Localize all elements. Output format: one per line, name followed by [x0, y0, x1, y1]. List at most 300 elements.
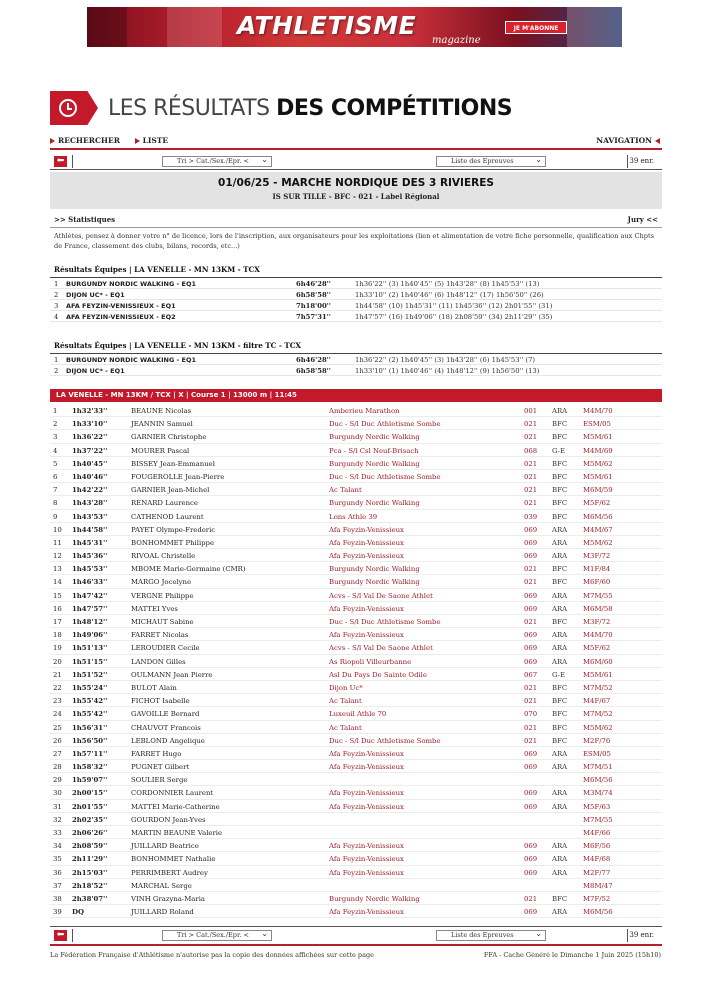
team-time: 7h57'31''	[296, 313, 331, 321]
department: 069	[524, 763, 538, 772]
club-name[interactable]: Duc - S/l Duc Athletisme Sombe	[329, 472, 441, 481]
result-rank: 38	[53, 894, 62, 903]
club-name[interactable]: Burgundy Nordic Walking	[329, 578, 420, 587]
club-name[interactable]: Acvs - S/l Val De Saone Athlet	[329, 644, 433, 653]
club-name[interactable]: As Riopoli Villeurbanne	[329, 657, 412, 666]
result-rank: 1	[53, 407, 58, 415]
club-name[interactable]: Dijon Uc*	[329, 683, 363, 692]
department: 069	[524, 604, 538, 613]
result-row	[50, 905, 662, 918]
results-table	[50, 404, 662, 918]
result-time: 2h00'15''	[72, 789, 108, 798]
result-time: 2h11'29''	[72, 855, 108, 864]
team-time: 6h46'28''	[296, 280, 331, 288]
club-name[interactable]: Acvs - S/l Val De Saone Athlet	[329, 591, 433, 600]
department: 021	[524, 472, 538, 481]
top-nav	[50, 136, 662, 145]
category: M5M/61	[583, 433, 613, 442]
result-row	[50, 760, 662, 773]
department: 039	[524, 512, 538, 521]
team-name[interactable]: BURGUNDY NORDIC WALKING - EQ1	[66, 280, 196, 288]
team-row	[50, 300, 662, 311]
result-time: 1h56'31''	[72, 723, 108, 732]
result-row	[50, 668, 662, 681]
result-rank: 23	[53, 697, 62, 706]
result-time: 1h47'57''	[72, 604, 108, 613]
result-rank: 7	[53, 486, 58, 495]
team-results-title: Résultats Équipes | LA VENELLE - MN 13KM - TCX	[54, 265, 260, 274]
banner-logo: ATHLETISME	[237, 11, 417, 40]
athlete-name[interactable]: GARNIER Christophe	[131, 433, 207, 442]
clock-icon	[50, 91, 98, 125]
team-row	[50, 289, 662, 300]
back-arrow-icon[interactable]: ⬅	[54, 156, 67, 167]
team-detail: 1h33'10'' (2) 1h40'46'' (6) 1h48'12'' (17) 1h56'50'' (26)	[355, 291, 544, 299]
result-rank: 20	[53, 657, 62, 666]
category: M1F/84	[583, 565, 611, 574]
result-rank: 24	[53, 710, 62, 719]
result-row	[50, 813, 662, 826]
league: BFC	[552, 420, 568, 429]
category: ESM/05	[583, 749, 611, 758]
league: ARA	[552, 407, 568, 415]
athlete-name[interactable]: FOUGEROLLE Jean-Pierre	[131, 472, 225, 481]
category: M7M/55	[583, 591, 613, 600]
league: ARA	[552, 538, 568, 547]
result-rank: 22	[53, 683, 62, 692]
result-row	[50, 866, 662, 879]
league: ARA	[552, 908, 568, 917]
result-time: 2h18'52''	[72, 881, 108, 890]
back-arrow-icon[interactable]: ⬅	[54, 930, 67, 941]
club-name[interactable]: Amberieu Marathon	[329, 407, 400, 415]
result-time: 1h44'58''	[72, 525, 108, 534]
result-time: 1h51'15''	[72, 657, 108, 666]
result-time: 1h59'07''	[72, 776, 108, 785]
category: M5F/62	[583, 644, 611, 653]
league: ARA	[552, 644, 568, 653]
league: ARA	[552, 855, 568, 864]
triangle-right-icon	[135, 138, 140, 144]
club-name[interactable]: Burgundy Nordic Walking	[329, 894, 420, 903]
athlete-name[interactable]: LEROUDIER Cecile	[131, 644, 200, 653]
department: 021	[524, 565, 538, 574]
result-row	[50, 694, 662, 707]
athlete-name[interactable]: BEAUNE Nicolas	[131, 407, 192, 415]
team-time: 6h58'58''	[296, 291, 331, 299]
league: ARA	[552, 842, 568, 851]
athlete-name[interactable]: PERRIMBERT Audrey	[131, 868, 208, 877]
category: M4F/67	[583, 697, 611, 706]
department: 021	[524, 499, 538, 508]
club-name[interactable]: Afa Feyzin-Venissieux	[329, 538, 404, 547]
result-time: 1h36'22''	[72, 433, 108, 442]
result-row	[50, 773, 662, 786]
category: M3F/72	[583, 552, 611, 561]
team-name[interactable]: DIJON UC* - EQ1	[66, 367, 125, 375]
club-name[interactable]: Afa Feyzin-Venissieux	[329, 604, 404, 613]
club-name[interactable]: Burgundy Nordic Walking	[329, 459, 420, 468]
club-name[interactable]: Duc - S/l Duc Athletisme Sombe	[329, 736, 441, 745]
athlete-name[interactable]: GAVOILLE Bernard	[131, 710, 200, 719]
club-name[interactable]: Afa Feyzin-Venissieux	[329, 552, 404, 561]
result-rank: 13	[53, 565, 62, 574]
result-row	[50, 641, 662, 654]
divider	[50, 944, 662, 946]
team-name[interactable]: DIJON UC* - EQ1	[66, 291, 125, 299]
athlete-name[interactable]: MOURER Pascal	[131, 446, 190, 455]
athlete-name[interactable]: MBOME Marie-Germaine (CMR)	[131, 565, 246, 574]
department: 069	[524, 631, 538, 640]
club-name[interactable]: Lons Athle 39	[329, 512, 378, 521]
department: 069	[524, 525, 538, 534]
athlete-name[interactable]: PAYET Olympe-Frederic	[131, 525, 216, 534]
result-row	[50, 879, 662, 892]
result-rank: 16	[53, 604, 62, 613]
result-time: 1h45'36''	[72, 552, 108, 561]
category: M2F/77	[583, 868, 611, 877]
athlete-name[interactable]: VINH Grazyna-Maria	[131, 894, 206, 903]
competition-subtitle: IS SUR TILLE - BFC - 021 - Label Régional	[272, 192, 440, 201]
league: ARA	[552, 591, 568, 600]
result-rank: 11	[53, 538, 62, 547]
page-title-light: LES RÉSULTATS	[108, 95, 270, 121]
triangle-right-icon	[50, 138, 55, 144]
club-name[interactable]: Burgundy Nordic Walking	[329, 499, 420, 508]
league: ARA	[552, 657, 568, 666]
athlete-name[interactable]: CATHENOD Laurent	[131, 512, 204, 521]
department: 069	[524, 908, 538, 917]
result-time: 1h43'28''	[72, 499, 108, 508]
result-rank: 18	[53, 631, 62, 640]
result-rank: 29	[53, 776, 62, 785]
department: 069	[524, 657, 538, 666]
league: BFC	[552, 683, 568, 692]
club-name[interactable]: Afa Feyzin-Venissieux	[329, 749, 404, 758]
result-rank: 35	[53, 855, 62, 864]
category: M3F/72	[583, 618, 611, 626]
result-row	[50, 430, 662, 443]
team-detail: 1h36'22'' (3) 1h40'45'' (5) 1h43'28'' (8) 1h45'53'' (13)	[355, 280, 540, 288]
result-row	[50, 404, 662, 417]
athlete-name[interactable]: FICHOT Isabelle	[131, 697, 190, 706]
team-rank: 4	[54, 313, 59, 321]
club-name[interactable]: Afa Feyzin-Venissieux	[329, 763, 404, 772]
record-count: 39 enr.	[629, 157, 654, 165]
result-rank: 39	[53, 908, 62, 917]
result-row	[50, 747, 662, 760]
league: BFC	[552, 578, 568, 587]
athlete-name[interactable]: FARRET Hugo	[131, 749, 182, 758]
club-name[interactable]: Ac Talant	[329, 486, 362, 495]
league: BFC	[552, 512, 568, 521]
club-name[interactable]: Luxeuil Athle 70	[329, 710, 387, 719]
category: M7M/55	[583, 815, 613, 824]
athlete-name[interactable]: MARTIN BEAUNE Valerie	[131, 829, 223, 837]
category: M7M/52	[583, 683, 613, 692]
league: ARA	[552, 763, 568, 772]
result-rank: 8	[53, 499, 58, 508]
magazine-banner[interactable]	[87, 7, 622, 47]
result-time: 1h51'52''	[72, 670, 108, 679]
jury-link[interactable]: Jury <<	[627, 215, 658, 224]
team-results-filtered-table	[50, 353, 662, 376]
department: 069	[524, 591, 538, 600]
club-name[interactable]: Duc - S/l Duc Athletisme Sombe	[329, 420, 441, 429]
team-rank: 2	[54, 291, 59, 299]
athlete-name[interactable]: RIVOAL Christelle	[131, 552, 196, 561]
league: ARA	[552, 631, 568, 640]
stats-link[interactable]: >> Statistiques	[54, 215, 116, 224]
result-time: 2h01'55''	[72, 802, 108, 811]
league: G-E	[552, 446, 565, 455]
team-name[interactable]: AFA FEYZIN-VENISSIEUX - EQ2	[66, 313, 176, 321]
department: 069	[524, 749, 538, 758]
competition-header	[50, 172, 662, 209]
list-link[interactable]: LISTE	[135, 136, 169, 145]
athlete-name[interactable]: VERGNE Philippe	[131, 591, 194, 600]
navigation-link[interactable]: NAVIGATION	[596, 136, 660, 145]
department: 021	[524, 433, 538, 442]
department: 021	[524, 459, 538, 468]
athlete-name[interactable]: RENARD Laurence	[131, 499, 198, 508]
result-rank: 31	[53, 802, 62, 811]
search-link[interactable]: RECHERCHER	[50, 136, 120, 145]
athlete-name[interactable]: CHAUVOT Francois	[131, 723, 201, 732]
result-row	[50, 602, 662, 615]
club-name[interactable]: Pca - S/l Csl Neuf-Brisach	[329, 446, 419, 455]
athlete-name[interactable]: MICHAUT Sabine	[131, 618, 194, 626]
result-rank: 25	[53, 723, 62, 732]
result-row	[50, 628, 662, 641]
bottom-toolbar	[50, 929, 662, 942]
result-rank: 10	[53, 525, 62, 534]
club-name[interactable]: Burgundy Nordic Walking	[329, 565, 420, 574]
athlete-name[interactable]: GARNIER Jean-Michel	[131, 486, 210, 495]
result-rank: 17	[53, 618, 62, 626]
team-row	[50, 365, 662, 376]
result-time: 1h49'06''	[72, 631, 108, 640]
athlete-name[interactable]: BONHOMMET Nathalie	[131, 855, 216, 864]
team-detail: 1h36'22'' (2) 1h40'45'' (3) 1h43'28'' (6) 1h45'53'' (7)	[355, 356, 536, 364]
league: ARA	[552, 868, 568, 877]
athlete-name[interactable]: LEBLOND Angelique	[131, 736, 205, 745]
separator	[627, 155, 628, 168]
sort-select[interactable]: Tri > Cat./Sex./Epr. < ⌄	[162, 156, 272, 167]
category: M5M/61	[583, 472, 613, 481]
result-rank: 30	[53, 789, 62, 798]
category: M5F/62	[583, 499, 611, 508]
department: 021	[524, 420, 538, 429]
department: 069	[524, 802, 538, 811]
result-row	[50, 417, 662, 430]
result-row	[50, 734, 662, 747]
result-row	[50, 536, 662, 549]
athlete-name[interactable]: JUILLARD Roland	[131, 908, 194, 917]
club-name[interactable]: Duc - S/l Duc Athletisme Sombe	[329, 618, 441, 626]
athlete-name[interactable]: GOURDON Jean-Yves	[131, 815, 206, 824]
category: M4M/69	[583, 446, 613, 455]
category: M6M/59	[583, 486, 613, 495]
result-time: 2h38'07''	[72, 894, 108, 903]
result-row	[50, 800, 662, 813]
club-name[interactable]: Afa Feyzin-Venissieux	[329, 868, 404, 877]
department: 021	[524, 683, 538, 692]
department: 070	[524, 710, 538, 719]
club-name[interactable]: Ac Talant	[329, 723, 362, 732]
separator	[72, 929, 73, 942]
result-row	[50, 707, 662, 720]
page-title-bold: DES COMPÉTITIONS	[276, 95, 513, 121]
department: 021	[524, 697, 538, 706]
club-name[interactable]: Afa Feyzin-Venissieux	[329, 802, 404, 811]
category: M4F/66	[583, 829, 611, 837]
department: 069	[524, 644, 538, 653]
athlete-name[interactable]: CORDONNIER Laurent	[131, 789, 214, 798]
result-time: 1h58'32''	[72, 763, 108, 772]
athlete-name[interactable]: OULMANN Jean Pierre	[131, 670, 213, 679]
result-rank: 36	[53, 868, 62, 877]
team-detail: 1h44'58'' (10) 1h45'31'' (11) 1h45'36'' (12) 2h01'55'' (31)	[355, 302, 553, 310]
team-name[interactable]: AFA FEYZIN-VENISSIEUX - EQ1	[66, 302, 176, 310]
league: BFC	[552, 618, 568, 626]
category: M6M/60	[583, 657, 613, 666]
department: 001	[524, 407, 538, 415]
result-rank: 3	[53, 433, 58, 442]
league: G-E	[552, 670, 565, 679]
result-rank: 4	[53, 446, 58, 455]
events-select[interactable]: Liste des Epreuves ⌄	[436, 156, 546, 167]
category: M5M/62	[583, 459, 613, 468]
result-row	[50, 892, 662, 905]
result-rank: 5	[53, 459, 58, 468]
result-time: 1h42'22''	[72, 486, 108, 495]
league: BFC	[552, 736, 568, 745]
subscribe-button[interactable]: JE M'ABONNE	[505, 21, 567, 34]
athlete-name[interactable]: BISSEY Jean-Emmanuel	[131, 459, 215, 468]
divider	[50, 926, 662, 927]
result-time: 1h37'22''	[72, 446, 108, 455]
separator	[627, 929, 628, 942]
team-row	[50, 311, 662, 322]
result-time: 1h45'31''	[72, 538, 108, 547]
athlete-name[interactable]: PUGNET Gilbert	[131, 763, 190, 772]
result-row	[50, 786, 662, 799]
league: BFC	[552, 565, 568, 574]
league: BFC	[552, 486, 568, 495]
category: M6M/56	[583, 512, 613, 521]
league: ARA	[552, 789, 568, 798]
category: M6M/56	[583, 776, 613, 785]
club-name[interactable]: Asl Du Pays De Sainte Odile	[329, 670, 427, 679]
category: M6F/60	[583, 578, 611, 587]
result-time: 1h40'46''	[72, 472, 108, 481]
divider	[50, 227, 662, 228]
category: M5M/62	[583, 723, 613, 732]
category: M7M/51	[583, 763, 613, 772]
result-row	[50, 721, 662, 734]
club-name[interactable]: Afa Feyzin-Venissieux	[329, 855, 404, 864]
athlete-name[interactable]: JUILLARD Beatrice	[131, 842, 199, 851]
result-row	[50, 852, 662, 865]
team-results-filtered-title: Résultats Équipes | LA VENELLE - MN 13KM - filtre TC - TCX	[54, 341, 301, 350]
athlete-name[interactable]: LANDON Gilles	[131, 657, 186, 666]
league: ARA	[552, 525, 568, 534]
athlete-name[interactable]: JEANNIN Samuel	[131, 420, 193, 429]
record-count-bottom: 39 enr.	[629, 931, 654, 939]
department: 021	[524, 486, 538, 495]
club-name[interactable]: Afa Feyzin-Venissieux	[329, 631, 404, 640]
athlete-name[interactable]: BULOT Alain	[131, 683, 177, 692]
info-text: Athlètes, pensez à donner votre n° de licence, lors de l'inscription, aux organisateurs pour les exploitations (lien et alimentation de votre fiche personnelle, qualification aux Chpts de France, classement des clubs, bilans, records, etc...)	[54, 232, 655, 250]
category: M4M/70	[583, 407, 613, 415]
category: M3M/74	[583, 789, 613, 798]
athlete-name[interactable]: MATTEI Marie-Catherine	[131, 802, 220, 811]
category: M6M/58	[583, 604, 613, 613]
club-name[interactable]: Afa Feyzin-Venissieux	[329, 789, 404, 798]
club-name[interactable]: Afa Feyzin-Venissieux	[329, 525, 404, 534]
department: 021	[524, 894, 538, 903]
league: ARA	[552, 552, 568, 561]
team-detail: 1h33'10'' (1) 1h40'46'' (4) 1h48'12'' (9) 1h56'50'' (13)	[355, 367, 540, 375]
team-rank: 1	[54, 280, 59, 288]
league: BFC	[552, 499, 568, 508]
team-row	[50, 278, 662, 289]
result-row	[50, 470, 662, 483]
category: M4M/67	[583, 525, 613, 534]
category: M7M/52	[583, 710, 613, 719]
result-rank: 2	[53, 420, 58, 429]
result-time: 1h45'53''	[72, 565, 108, 574]
result-row	[50, 839, 662, 852]
result-time: 1h56'50''	[72, 736, 108, 745]
athlete-name[interactable]: BONHOMMET Philippe	[131, 538, 215, 547]
department: 068	[524, 446, 538, 455]
league: BFC	[552, 710, 568, 719]
sort-select-bottom[interactable]: Tri > Cat./Sex./Epr. < ⌄	[162, 930, 272, 941]
club-name[interactable]: Ac Talant	[329, 697, 362, 706]
athlete-name[interactable]: MATTEI Yves	[131, 604, 178, 613]
club-name[interactable]: Burgundy Nordic Walking	[329, 433, 420, 442]
team-time: 7h18'00''	[296, 302, 331, 310]
result-rank: 33	[53, 829, 62, 837]
result-rank: 32	[53, 815, 62, 824]
club-name[interactable]: Afa Feyzin-Venissieux	[329, 908, 404, 917]
athlete-name[interactable]: SOULIER Serge	[131, 776, 188, 785]
result-time: 1h32'33''	[72, 407, 108, 415]
category: M4F/68	[583, 855, 611, 864]
athlete-name[interactable]: FARRET Nicolas	[131, 631, 189, 640]
result-time: 1h43'53''	[72, 512, 108, 521]
result-row	[50, 589, 662, 602]
category: M6F/56	[583, 842, 611, 851]
department: 067	[524, 670, 538, 679]
team-detail: 1h47'57'' (16) 1h49'06'' (18) 2h08'59'' (34) 2h11'29'' (35)	[355, 313, 553, 321]
team-rank: 3	[54, 302, 59, 310]
department: 021	[524, 618, 538, 626]
events-select-bottom[interactable]: Liste des Epreuves ⌄	[436, 930, 546, 941]
result-rank: 27	[53, 749, 62, 758]
competition-title: 01/06/25 - MARCHE NORDIQUE DES 3 RIVIERES	[218, 177, 494, 189]
athlete-name[interactable]: MARGO Jocelyne	[131, 578, 192, 587]
team-name[interactable]: BURGUNDY NORDIC WALKING - EQ1	[66, 356, 196, 364]
department: 021	[524, 723, 538, 732]
team-rank: 2	[54, 367, 59, 375]
club-name[interactable]: Afa Feyzin-Venissieux	[329, 842, 404, 851]
result-time: 1h51'13''	[72, 644, 108, 653]
athlete-name[interactable]: MARCHAL Serge	[131, 881, 192, 890]
result-time: 2h08'59''	[72, 842, 108, 851]
